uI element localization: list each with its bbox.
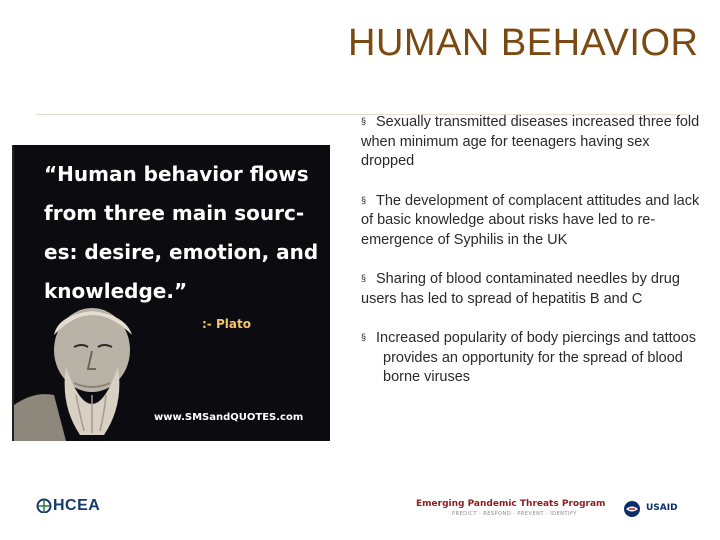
globe-icon — [36, 497, 52, 513]
hcea-logo — [36, 497, 101, 518]
program-tagline: PREDICT · RESPOND · PREVENT · IDENTIFY — [452, 511, 577, 517]
quote-text: “Human behavior flows from three main sourc-es: desire, emotion, and knowledge.” — [44, 162, 319, 303]
quote-author: :- Plato — [202, 317, 251, 331]
bullet-item — [361, 191, 706, 251]
usaid-logo-text: USAID — [646, 503, 678, 513]
bullet-marker: § — [361, 194, 367, 205]
bullet-text: The development of complacent attitudes and lack of basic knowledge about risks have led to re-emergence of Syphilis in the UK — [361, 192, 700, 248]
usaid-seal-icon — [622, 500, 642, 518]
bullet-text: Sharing of blood contaminated needles by drug users has led to spread of hepatitis B and C — [361, 271, 680, 307]
slide-title: HUMAN BEHAVIOR — [348, 22, 699, 64]
bullet-text: Sexually transmitted diseases increased three fold when minimum age for teenagers having sex dropped — [361, 114, 700, 169]
bullet-item — [361, 112, 706, 172]
bullet-text: Increased popularity of body piercings and tattoos provides an opportunity for the spread of blood borne viruses — [376, 330, 697, 385]
bullet-item — [361, 269, 706, 309]
bullet-list — [361, 112, 706, 407]
quote-website: www.SMSandQUOTES.com — [154, 412, 304, 423]
bullet-marker: § — [361, 116, 367, 126]
usaid-logo — [622, 500, 682, 518]
bullet-marker: § — [361, 332, 367, 342]
program-name: Emerging Pandemic Threats Program — [416, 499, 606, 509]
quote-image — [12, 145, 330, 441]
program-logos — [416, 497, 684, 523]
plato-bust-icon — [14, 295, 164, 441]
bullet-marker: § — [361, 273, 367, 283]
hcea-logo-text: HCEA — [53, 497, 101, 514]
bullet-item — [361, 328, 706, 388]
